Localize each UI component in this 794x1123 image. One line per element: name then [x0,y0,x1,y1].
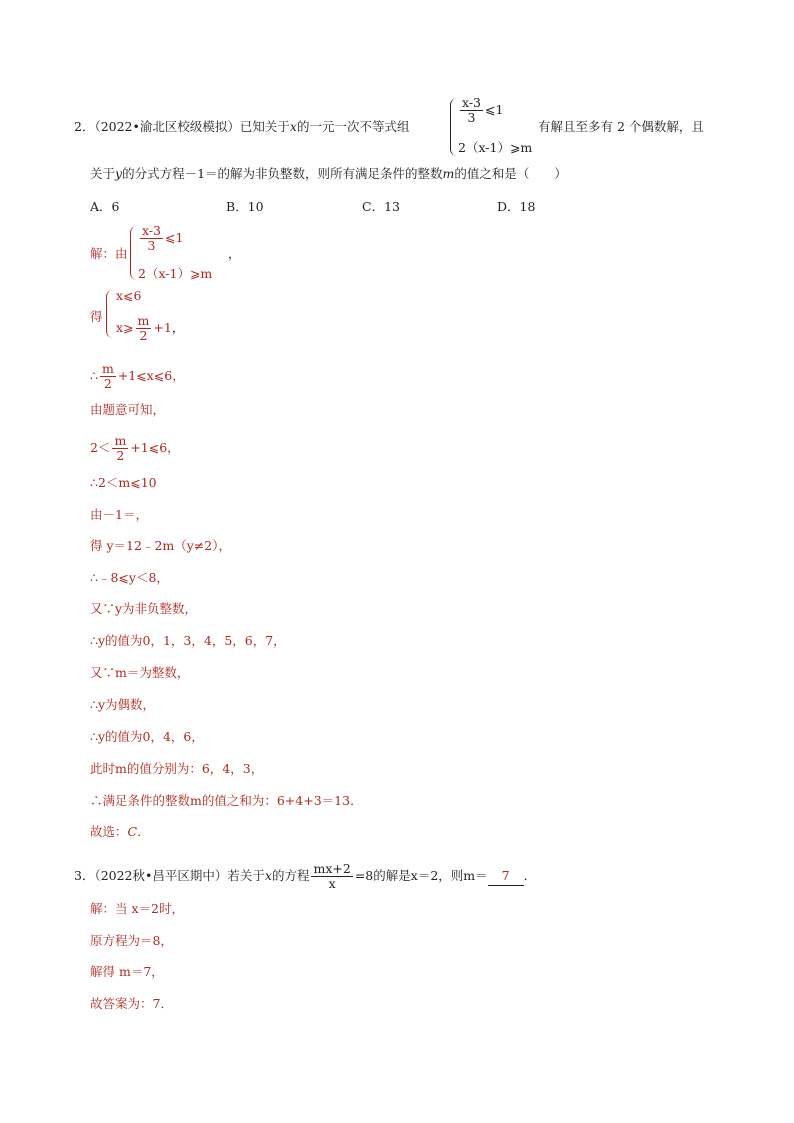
q2-sys-rel: ⩽1 [485,102,504,117]
sol2-s3-b: +1⩽x⩽6， [117,368,185,383]
sol3-l2: 原方程为＝8， [90,933,173,948]
sol2-s17-a: 故选： [90,824,128,839]
sol2-s2-r2b: +1 [153,320,172,335]
q2-sys-row2: 2（x-1）⩾m [458,140,533,155]
sol2-s2-den: 2 [139,328,148,343]
q3-frac-num: mx+2 [313,861,351,876]
q3-answer-blank: 7 [488,867,524,886]
sol2-s3 [90,362,185,391]
sol2-s2-num: m [137,313,150,328]
sol3-l3: 解得 m＝7， [90,964,164,979]
q2-line2-c: 的值之和是（ ） [454,166,567,181]
sol2-s6: ∴2＜m⩽10 [90,475,157,490]
sol2-s3-den: 2 [103,376,112,391]
sol2-s10: 又∵y为非负整数， [90,601,198,616]
q2-var-m: m [442,166,455,181]
q2-source: （2022•渝北区校级模拟） [94,119,240,134]
q2-sys-row1 [458,96,503,125]
sol2-s5-a: 2＜ [90,440,111,455]
sol2-s1-row1 [138,224,183,253]
sol2-system-1 [130,224,230,284]
sol2-s5-b: +1⩽6， [130,440,180,455]
brace-icon [450,98,457,156]
sol2-s2-prefix: 得 [90,309,103,324]
q3-stem-b: 的方程 [271,868,310,883]
q2-stem-b: 的一元一次不等式组 [296,119,410,134]
sol2-s12: 又∵m＝为整数， [90,665,190,680]
q2-stem-a: 已知关于 [239,119,290,134]
sol3-l4: 故答案为：7． [90,996,173,1011]
sol2-s5-den: 2 [116,448,125,463]
option-c: C．13 [362,199,400,214]
q2-line2-b: 的分式方程－1＝的解为非负整数，则所有满足条件的整数 [122,166,443,181]
sol2-s1-den: 3 [147,238,156,253]
sol2-s5 [90,434,180,463]
sol2-s1-rel: ⩽1 [165,230,184,245]
sol2-s9: ∴﹣8⩽y＜8， [90,570,169,585]
q2-var-x: x [289,119,297,134]
brace-icon [130,226,137,280]
q2-sys-den: 3 [467,110,476,125]
q3-stem-e: m＝ [463,868,488,883]
q3-stem-d: x＝2，则 [410,868,464,883]
brace-icon [106,290,113,338]
option-b: B．10 [226,199,264,214]
q3-number: 3． [74,868,95,883]
q2-sys-num: x-3 [462,95,482,110]
q3-var-x: x [264,868,272,883]
q2-stem-c: 有解且至多有 2 个偶数解，且 [538,119,704,134]
q2-line1 [74,118,409,136]
sol2-s1-num: x-3 [142,223,162,238]
sol2-s15: 此时m的值分别为：6，4，3， [90,761,264,776]
q3-stem-f: ． [523,868,537,883]
q3-frac-den: x [328,876,336,891]
sol2-s3-num: m [101,361,114,376]
q2-var-y: y [115,166,123,181]
sol2-s2-suffix: ， [171,320,185,335]
q3-line [74,862,536,891]
sol3-l1: 解：当 x＝2时， [90,901,184,916]
sol2-s11: ∴y的值为0，1，3，4，5，6，7， [90,633,286,648]
sol2-s17-b: C． [127,824,150,839]
q2-inequality-system [450,95,533,160]
sol2-s4: 由题意可知， [90,402,166,417]
sol2-s7: 由－1＝， [90,507,148,522]
sol2-s1-prefix: 解：由 [90,246,128,261]
sol2-s16: ∴满足条件的整数m的值之和为：6+4+3＝13． [90,793,363,808]
sol2-s2-r2a: x⩾ [116,320,134,335]
sol2-s14: ∴y的值为0，4，6， [90,729,204,744]
q2-line2 [90,165,567,183]
sol2-s1-row2: 2（x-1）⩾m [138,266,213,281]
option-d: D．18 [497,199,536,214]
sol2-s2-row2 [116,314,184,343]
sol2-s8: 得 y＝12﹣2m（y≠2）， [90,538,231,553]
sol2-system-2 [106,288,186,343]
sol2-s5-num: m [114,433,127,448]
option-a: A．6 [90,199,120,214]
sol2-s1-suffix: ， [228,246,241,261]
sol2-s13: ∴y为偶数， [90,697,156,712]
sol2-s17 [90,823,150,841]
q3-source: （2022秋•昌平区期中） [94,868,228,883]
q2-number: 2． [74,119,95,134]
sol2-s2-row1: x⩽6 [116,288,142,303]
q3-stem-a: 若关于 [227,868,265,883]
q3-stem-c: =8的解是 [354,868,411,883]
q2-line2-a: 关于 [90,166,116,181]
sol2-s3-a: ∴ [90,368,98,383]
